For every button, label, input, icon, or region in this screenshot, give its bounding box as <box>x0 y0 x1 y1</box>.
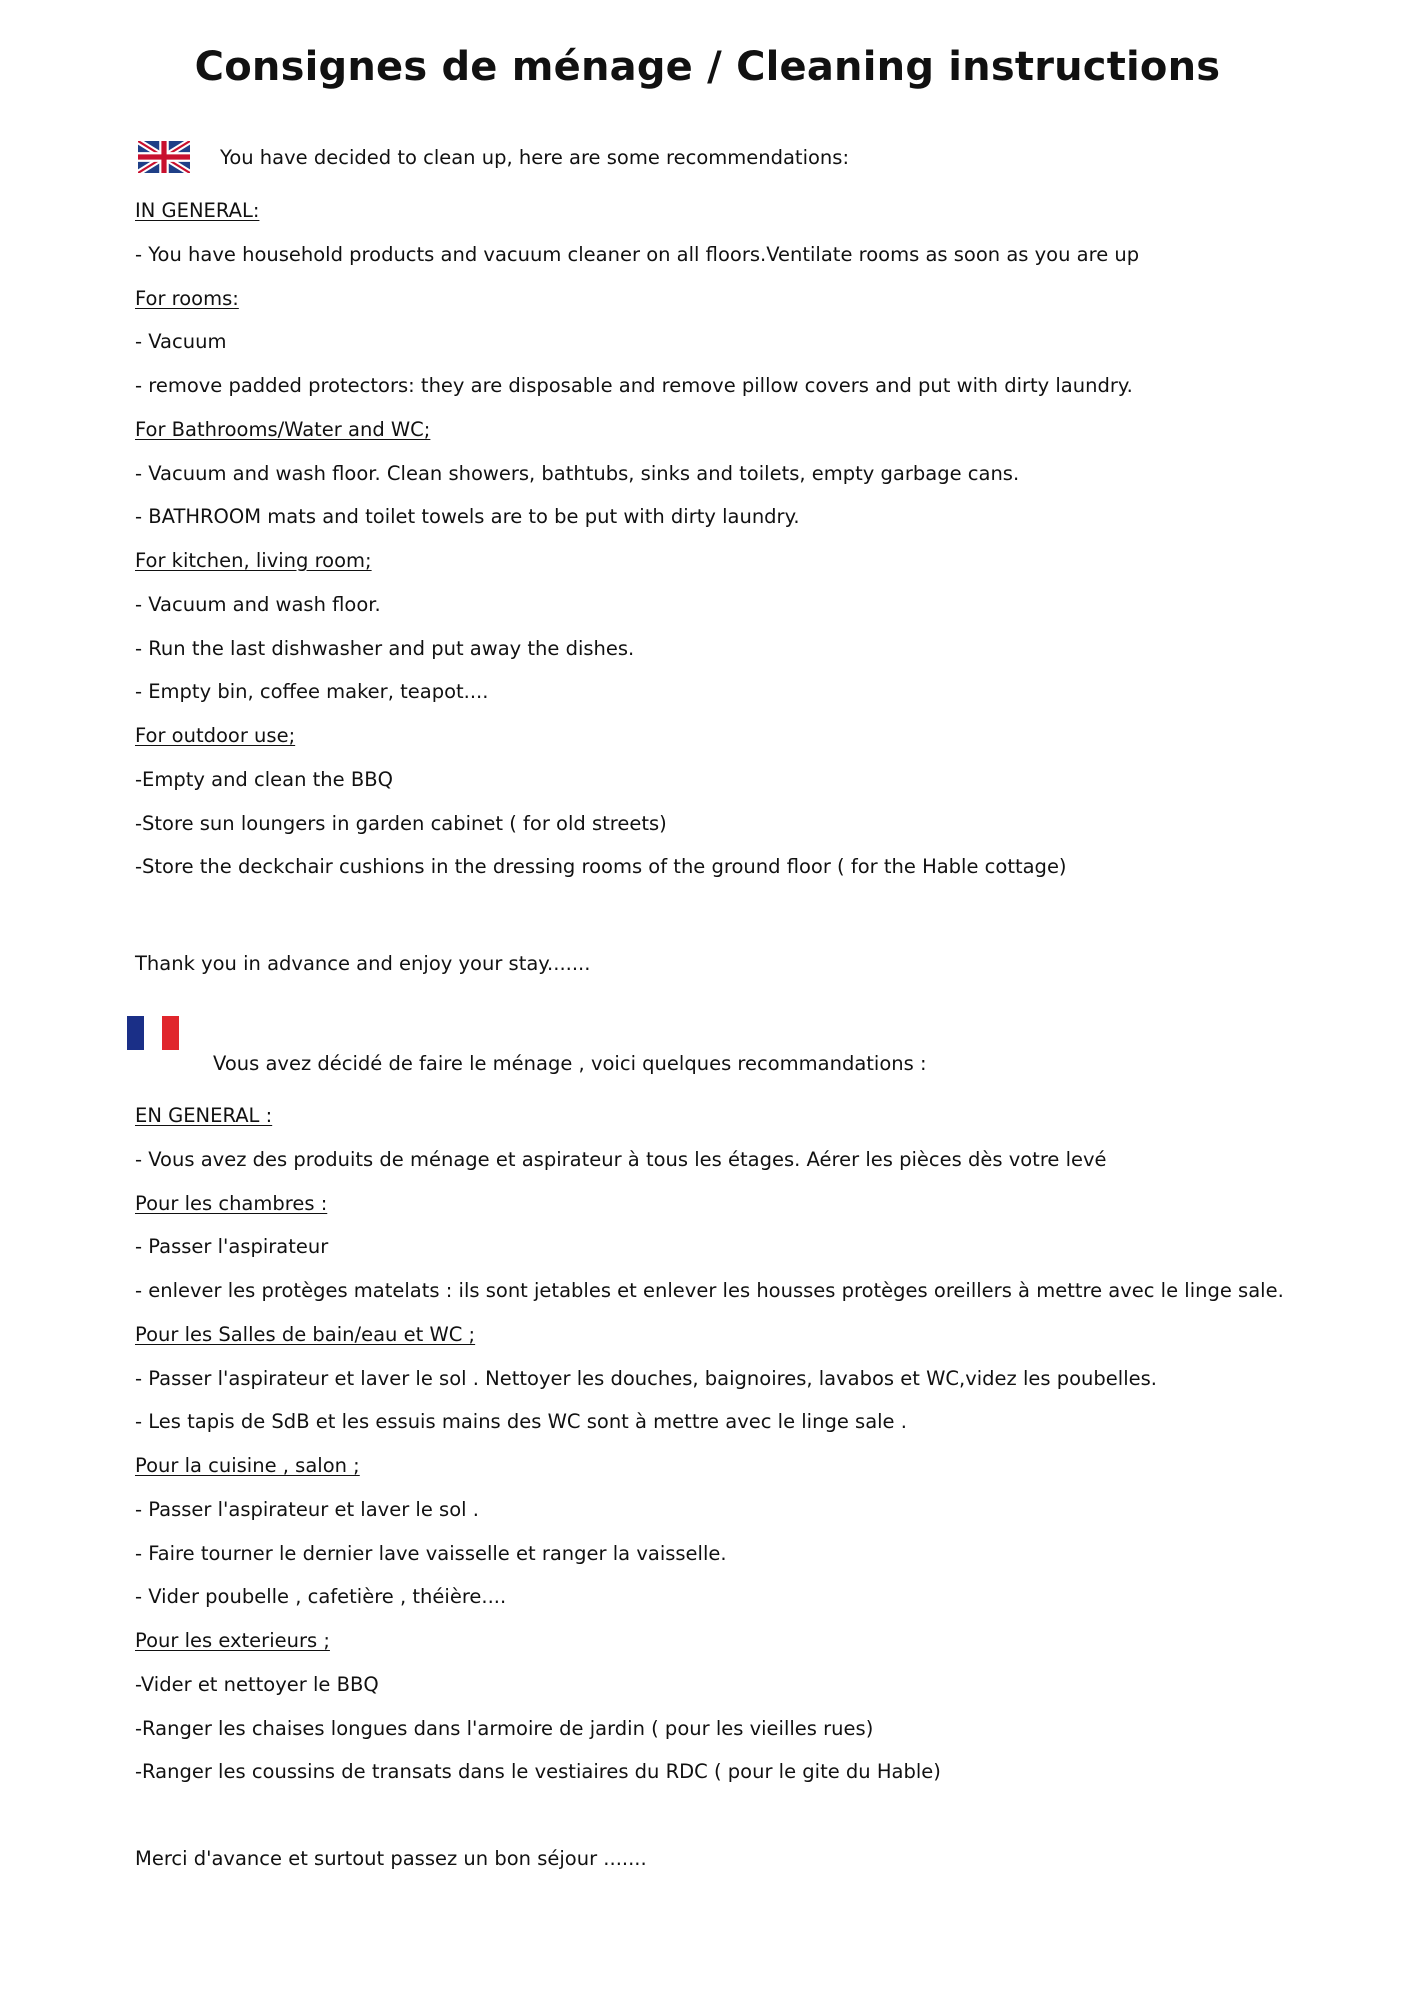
english-item: -Store the deckchair cushions in the dressing rooms of the ground floor ( for the Hable cottage) <box>135 855 1067 879</box>
french-item: -Vider et nettoyer le BBQ <box>135 1672 379 1696</box>
french-heading-general: EN GENERAL : <box>135 1104 273 1127</box>
english-item: - BATHROOM mats and toilet towels are to be put with dirty laundry. <box>135 505 800 529</box>
english-heading-outdoor: For outdoor use; <box>135 724 296 747</box>
english-item: - Vacuum and wash floor. Clean showers, bathtubs, sinks and toilets, empty garbage cans. <box>135 461 1020 485</box>
french-item: - Passer l'aspirateur <box>135 1235 329 1259</box>
french-item: - Vider poubelle , cafetière , théière.... <box>135 1585 507 1609</box>
english-heading-bathrooms: For Bathrooms/Water and WC; <box>135 417 431 441</box>
french-item: - Les tapis de SdB et les essuis mains des WC sont à mettre avec le linge sale . <box>135 1410 907 1434</box>
french-item: - Passer l'aspirateur et laver le sol . <box>135 1497 479 1521</box>
english-item: - You have household products and vacuum cleaner on all floors.Ventilate rooms as soon as you are up <box>135 242 1140 266</box>
french-heading-kitchen: Pour la cuisine , salon ; <box>135 1454 360 1477</box>
fr-flag-icon <box>127 1016 179 1050</box>
english-item: -Empty and clean the BBQ <box>135 767 393 791</box>
english-item: - remove padded protectors: they are disposable and remove pillow covers and put with dirty laundry. <box>135 374 1133 397</box>
french-heading-rooms: Pour les chambres : <box>135 1191 328 1215</box>
english-item: -Store sun loungers in garden cabinet ( for old streets) <box>135 811 667 835</box>
english-instructions <box>135 189 1335 889</box>
english-heading-rooms: For rooms: <box>135 286 239 310</box>
english-heading-kitchen: For kitchen, living room; <box>135 549 372 572</box>
french-item: -Ranger les chaises longues dans l'armoire de jardin ( pour les vieilles rues) <box>135 1716 874 1740</box>
french-intro: Vous avez décidé de faire le ménage , voici quelques recommandations : <box>213 1052 927 1075</box>
page-title: Consignes de ménage / Cleaning instructions <box>194 44 1221 90</box>
french-item: - enlever les protèges matelats : ils sont jetables et enlever les housses protèges oreillers à mettre avec le linge sale. <box>135 1279 1284 1302</box>
english-closing: Thank you in advance and enjoy your stay....... <box>135 952 591 975</box>
french-item: - Vous avez des produits de ménage et aspirateur à tous les étages. Aérer les pièces dès votre levé <box>135 1147 1107 1171</box>
fr-flag-white-band <box>144 1016 161 1050</box>
french-item: - Passer l'aspirateur et laver le sol . Nettoyer les douches, baignoires, lavabos et WC,videz les poubelles. <box>135 1366 1157 1390</box>
english-item: - Empty bin, coffee maker, teapot.... <box>135 680 489 704</box>
french-heading-outdoor: Pour les exterieurs ; <box>135 1629 330 1652</box>
english-item: - Vacuum and wash floor. <box>135 592 381 616</box>
french-item: -Ranger les coussins de transats dans le vestiaires du RDC ( pour le gite du Hable) <box>135 1760 941 1784</box>
english-intro: You have decided to clean up, here are some recommendations: <box>220 146 850 169</box>
english-item: - Vacuum <box>135 330 227 354</box>
french-closing: Merci d'avance et surtout passez un bon séjour ....... <box>135 1847 647 1870</box>
fr-flag-red-band <box>162 1016 179 1050</box>
fr-flag-blue-band <box>127 1016 144 1050</box>
french-item: - Faire tourner le dernier lave vaisselle et ranger la vaisselle. <box>135 1541 727 1565</box>
uk-flag-icon <box>138 141 190 173</box>
french-heading-bathrooms: Pour les Salles de bain/eau et WC ; <box>135 1322 476 1346</box>
english-item: - Run the last dishwasher and put away the dishes. <box>135 636 635 660</box>
english-heading-general: IN GENERAL: <box>135 199 260 222</box>
french-instructions <box>135 1094 1335 1794</box>
